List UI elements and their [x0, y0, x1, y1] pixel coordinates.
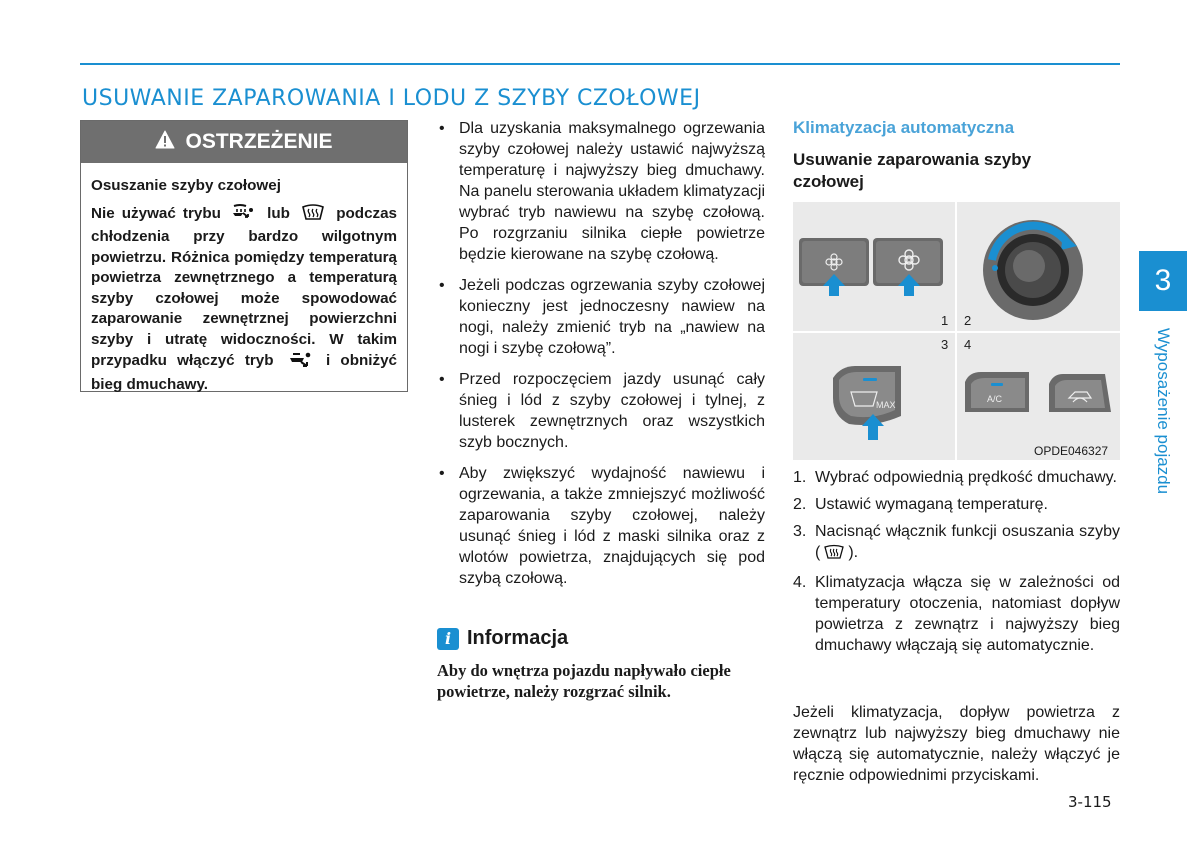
step-text — [815, 521, 1120, 566]
step-text-part: Nacisnąć włącznik funkcji osuszania szyby ( — [815, 523, 1120, 561]
chapter-tab: 3 — [1139, 251, 1187, 311]
warning-triangle-icon — [155, 130, 175, 155]
floor-defrost-mode-icon — [231, 203, 257, 228]
section-heading: Usuwanie zaparowania szyby czołowej — [793, 150, 1032, 191]
list-item: • Aby zwiększyć wydajność nawiewu i ogrzewania, a także zmniejszyć możliwość zaparowania szyby czołowej, należy usunąć śnieg i lód z maski silnika oraz z wlotów powietrza, znajdujących się pod szybą czołową. — [437, 463, 765, 589]
list-item — [793, 467, 1120, 488]
step-number: 1. — [793, 469, 807, 486]
figure-code: OPDE046327 — [1034, 444, 1109, 458]
step-text: Wybrać odpowiednią prędkość dmuchawy. — [815, 469, 1117, 486]
page-number: 3-115 — [1068, 793, 1112, 811]
section-subheading: Klimatyzacja automatyczna — [793, 118, 1015, 137]
info-text: Aby do wnętrza pojazdu napływało ciepłe powietrze, należy rozgrzać silnik. — [437, 661, 731, 701]
floor-mode-icon — [287, 350, 313, 375]
warning-text — [91, 203, 397, 396]
top-rule — [80, 63, 1120, 65]
step-number: 3. — [793, 523, 807, 540]
closing-paragraph: Jeżeli klimatyzacja, dopływ powietrza z zewnątrz lub najwyższy bieg dmuchawy nie włączą się automatycznie, należy włączyć je ręcznie odpowiednimi przyciskami. — [793, 704, 1120, 784]
defrost-icon — [300, 203, 326, 228]
max-label: MAX — [876, 400, 896, 410]
temperature-dial-icon — [983, 220, 1083, 320]
steps-list — [793, 467, 1120, 662]
warning-text-part: Nie używać trybu — [91, 204, 221, 222]
list-item: • Przed rozpoczęciem jazdy usunąć cały śnieg i lód z szyby czołowej i tylnej, z lusterek zewnętrznych oraz wszystkich szyb bocznych. — [437, 369, 765, 453]
list-item — [793, 572, 1120, 656]
warning-body — [81, 163, 407, 395]
ac-button — [965, 372, 1029, 412]
bullet-list — [437, 118, 765, 599]
warning-subtitle: Osuszanie szyby czołowej — [91, 177, 281, 194]
warning-text-part: lub — [267, 204, 290, 222]
panel-number-2: 2 — [964, 313, 972, 328]
warning-header — [81, 121, 407, 163]
page-title: USUWANIE ZAPAROWANIA I LODU Z SZYBY CZOŁOWEJ — [82, 86, 701, 111]
climate-control-figure — [793, 202, 1120, 460]
step-text: Ustawić wymaganą temperaturę. — [815, 496, 1048, 513]
list-item — [793, 494, 1120, 515]
warning-text-part: i obniżyć bieg dmuchawy. — [91, 352, 397, 393]
list-item — [793, 521, 1120, 566]
step-number: 2. — [793, 496, 807, 513]
step-number: 4. — [793, 574, 807, 591]
recirculation-button — [1049, 374, 1111, 412]
panel-number-4: 4 — [964, 337, 972, 352]
defrost-max-button — [833, 366, 901, 425]
warning-heading: OSTRZEŻENIE — [185, 130, 333, 153]
step-text-part: ). — [848, 544, 859, 561]
panel-number-3: 3 — [941, 337, 949, 352]
chapter-label: Wyposażenie pojazdu — [1154, 327, 1173, 495]
defrost-icon — [823, 544, 845, 566]
warning-box — [80, 120, 408, 392]
step-text: Klimatyzacja włącza się w zależności od temperatury otoczenia, natomiast dopływ powietrza z zewnątrz i najwyższy bieg dmuchawy włączają się automatycznie. — [815, 574, 1120, 654]
list-item: • Jeżeli podczas ogrzewania szyby czołowej konieczny jest jednoczesny nawiew na nogi, należy zmienić tryb na „nawiew na nogi i szybę czołową”. — [437, 275, 765, 359]
info-heading — [437, 627, 568, 650]
panel-number-1: 1 — [941, 313, 949, 328]
figure-illustration — [793, 202, 1120, 460]
ac-label: A/C — [987, 394, 1003, 404]
warning-text-part: podczas chłodzenia przy bardzo wilgotnym powietrzu. Różnica pomiędzy temperaturą powietrza zewnętrznego a temperaturą szyby czołowej może spowodować zaparowanie zewnętrznej powierzchni szyby i utratę widoczności. W takim przypadku włączyć tryb — [91, 204, 397, 369]
list-item: • Dla uzyskania maksymalnego ogrzewania szyby czołowej należy ustawić najwyższą temperaturę i najwyższy bieg dmuchawy. Na panelu sterowania układem klimatyzacji wybrać tryb nawiewu na szybę czołową. Po rozgrzaniu silnika ciepłe powietrze będzie kierowane na szybę czołową. — [437, 118, 765, 265]
info-icon: i — [437, 628, 459, 650]
info-heading-label: Informacja — [467, 627, 569, 649]
